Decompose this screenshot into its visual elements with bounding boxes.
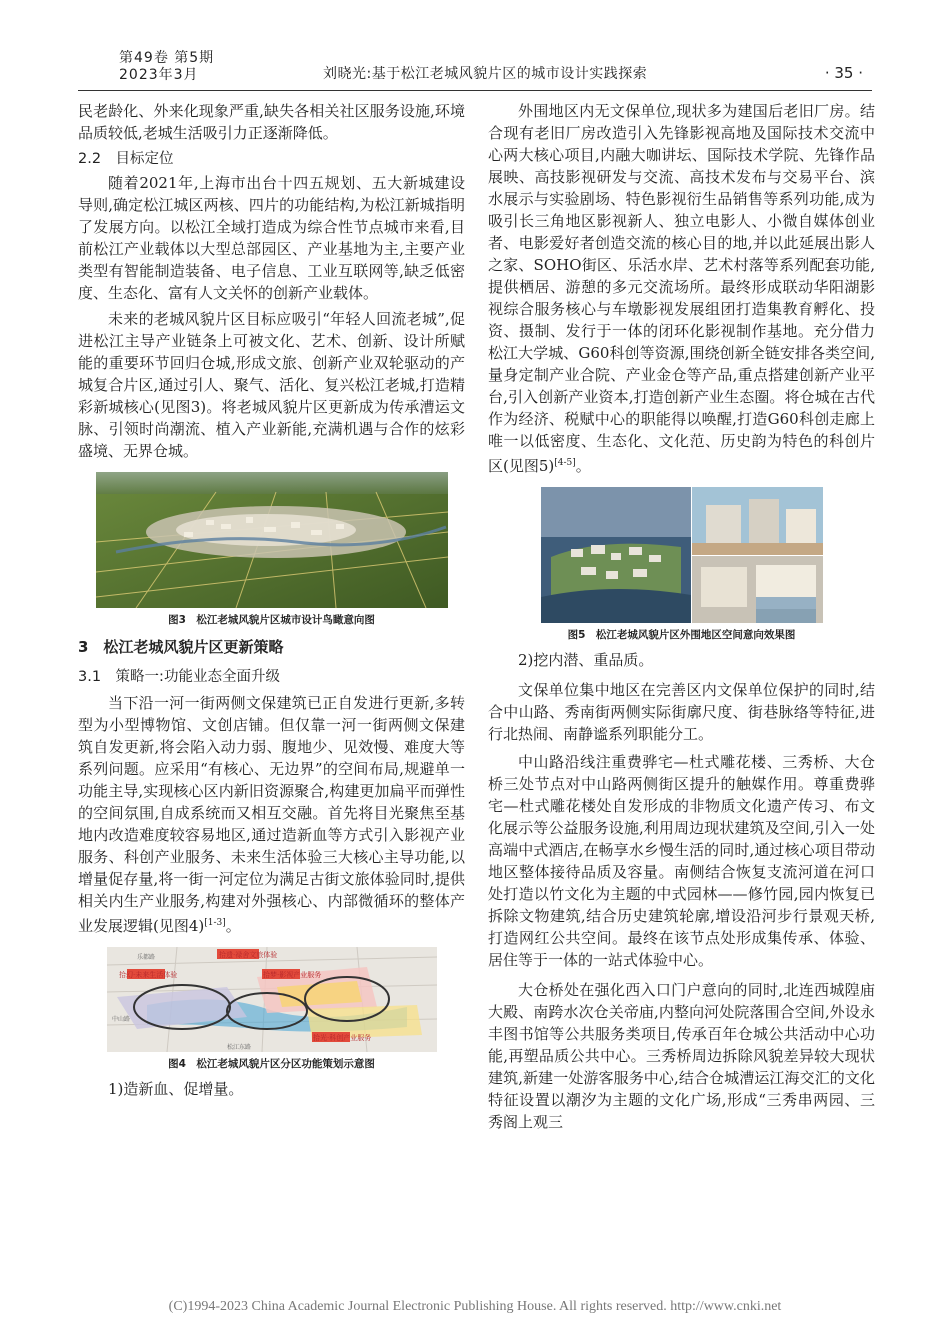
issue-date: 2023年3月 [119, 67, 199, 83]
road-label: 中山路 [111, 1016, 130, 1023]
road-label: 松江东路 [226, 1044, 251, 1051]
paragraph: 随着2021年,上海市出台十四五规划、五大新城建设导则,确定松江城区两核、四片的功能结构,为松江新城指明了发展方向。以松江全域打造成为综合性节点城市来看,目前松江产业载体以大型总部园区、产业基地为主,主要产业类型有智能制造装备、电子信息、工业互联网等,缺乏低密度、生态化、富有人文关怀的创新产业载体。 [78, 174, 465, 302]
figure-4-caption: 图4 松江老城风貌片区分区功能策划示意图 [168, 1058, 375, 1070]
paragraph-end: 。 [225, 917, 241, 935]
zone-label-future: 拾幻·未来生活体验 [118, 971, 177, 979]
road-label: 乐都路 [136, 954, 155, 961]
paragraph [78, 692, 465, 937]
citation: [1-3] [204, 918, 226, 928]
right-column [488, 100, 875, 1133]
running-title: 刘晓光:基于松江老城风貌片区的城市设计实践探索 [323, 66, 648, 82]
zoning-map-illustration [107, 947, 437, 1052]
paragraph: 大仓桥处在强化西入口门户意向的同时,北连西城隍庙大殿、南跨水次仓关帝庙,内整向河处院落围合空间,外设永丰图书馆等公共服务类项目,传承百年仓城公共活动中心功能,再塑品质公共中心。三秀桥周边拆除风貌差异较大现状建筑,新建一处游客服务中心,结合仓城漕运江海交汇的文化特征设置以潮汐为主题的文化广场,形成“三秀串两园、三秀阁上观三 [488, 981, 875, 1131]
paragraph: 中山路沿线注重费骅宅—杜式雕花楼、三秀桥、大仓桥三处节点对中山路两侧街区提升的触媒作用。尊重费骅宅—杜式雕花楼处自发形成的非物质文化遗产传习、布文化展示等公益服务设施,利用周边现状建筑及空间,引入一处高端中式酒店,在畅享水乡慢生活的同时,通过核心项目带动地区整体接待品质及容量。南侧结合恢复支流河道在河口处打造以竹文化为主题的中式园林——修竹园,园内恢复已拆除文物建筑,结合历史建筑轮廓,增设沿河步行景观天桥,打造网红公共空间。最终在该节点处形成集传承、体验、居住等于一体的一站式体验中心。 [488, 753, 875, 969]
paragraph: 1)造新血、促增量。 [108, 1080, 244, 1098]
section-heading-3: 3 松江老城风貌片区更新策略 [78, 638, 284, 656]
zone-label-innovation: 拾光·科创产业服务 [312, 1034, 371, 1042]
paragraph-text: 当下沿一河一街两侧文保建筑已正自发进行更新,多转型为小型博物馆、文创店铺。但仅靠一河一街两侧文保建筑自发更新,将会陷入动力弱、腹地少、见效慢、难度大等系列问题。应采用“有核心、无边界”的空间布局,规避单一功能主导,实现核心区内新旧资源聚合,构建更加扁平而弹性的空间氛围,自成系统而又相互交融。首先将目光聚焦至基地内改造难度较容易地区,通过造新血等方式引入影视产业服务、科创产业服务、未来生活体验三大核心主导功能,以增量促存量,将一街一河定位为满足古街文旅体验同时,提供相关内生产业服务,构建对外强核心、内部微循环的整体产业发展逻辑(见图4) [78, 694, 465, 935]
volume-issue: 第49卷 第5期 [119, 50, 215, 66]
page-number: · 35 · [824, 64, 863, 82]
paragraph: 未来的老城风貌片区目标应吸引“年轻人回流老城”,促进松江主导产业链条上可被文化、艺术、创新、设计所赋能的重要环节回归仓城,形成文旅、创新产业双轮驱动的产城复合片区,通过引人、聚气、活化、复兴松江老城,打造精彩新城核心(见图3)。将老城风貌片区更新成为传承漕运文脉、引领时尚潮流、植入产业新能,充满机遇与合作的炫彩盛境、无界仓城。 [78, 310, 465, 460]
aerial-view-illustration [96, 472, 448, 608]
paragraph [488, 100, 875, 477]
citation: [4-5] [554, 458, 576, 468]
paragraph-text: 外围地区内无文保单位,现状多为建国后老旧厂房。结合现有老旧厂房改造引入先锋影视高地及国际技术交流中心两大核心项目,内融大咖讲坛、国际技术学院、先锋作品展映、高技影视研发与交流、高技术发布与交易平台、滨水展示与实验剧场、特色影视衍生品销售等系列功能,成为吸引长三角地区影视新人、独立电影人、小微自媒体创业者、电影爱好者创造交流的核心目的地,并以此延展出影人之家、SOHO街区、乐活水岸、艺术村落等系列配套功能,提供栖居、游憩的多元交流场所。最终形成联动华阳湖影视综合服务核心与车墩影视发展组团打造集教育孵化、投资、摄制、发行于一体的闭环化影视制作基地。充分借力松江大学城、G60科创等资源,围绕创新全链安排各类空间,量身定制产业合院、产业金仓等产品,重点搭建创新产业平台,引入创新产业资本,打造创新产业生态圈。将仓城在古代作为经济、税赋中心的职能得以唤醒,打造G60科创走廊上唯一以低密度、生态化、文化范、历史韵为特色的科创片区(见图5) [488, 102, 875, 475]
figure-3-aerial-image [96, 472, 448, 608]
paragraph: 文保单位集中地区在完善区内文保单位保护的同时,结合中山路、秀南街两侧实际街廓尺度、街巷脉络等特征,进行北热闹、南静谧系列职能分工。 [488, 681, 875, 743]
journal-issue [119, 50, 214, 84]
paragraph-end: 。 [575, 457, 591, 475]
figure-4-function-map [107, 947, 437, 1052]
spatial-rendering-illustration [541, 487, 823, 623]
header-rule [78, 90, 872, 91]
section-heading-3-1: 3.1 策略一:功能业态全面升级 [78, 669, 280, 685]
paragraph: 民老龄化、外来化现象严重,缺失各相关社区服务设施,环境品质较低,老城生活吸引力正逐渐降低。 [78, 102, 465, 142]
zone-label-film: 拾梦·影视产业服务 [262, 971, 321, 979]
zone-label-heritage: 拾遗·禄舍文旅体验 [218, 951, 277, 959]
copyright-footer: (C)1994-2023 China Academic Journal Electronic Publishing House. All rights reserved. http://www.cnki.net [168, 1299, 782, 1314]
left-column [78, 100, 465, 1100]
paragraph: 2)挖内潜、重品质。 [518, 651, 654, 669]
figure-5-rendering [541, 487, 823, 623]
figure-5-caption: 图5 松江老城风貌片区外围地区空间意向效果图 [567, 629, 796, 641]
figure-3-caption: 图3 松江老城风貌片区城市设计鸟瞰意向图 [168, 614, 375, 626]
section-heading-2-2: 2.2 目标定位 [78, 151, 174, 167]
